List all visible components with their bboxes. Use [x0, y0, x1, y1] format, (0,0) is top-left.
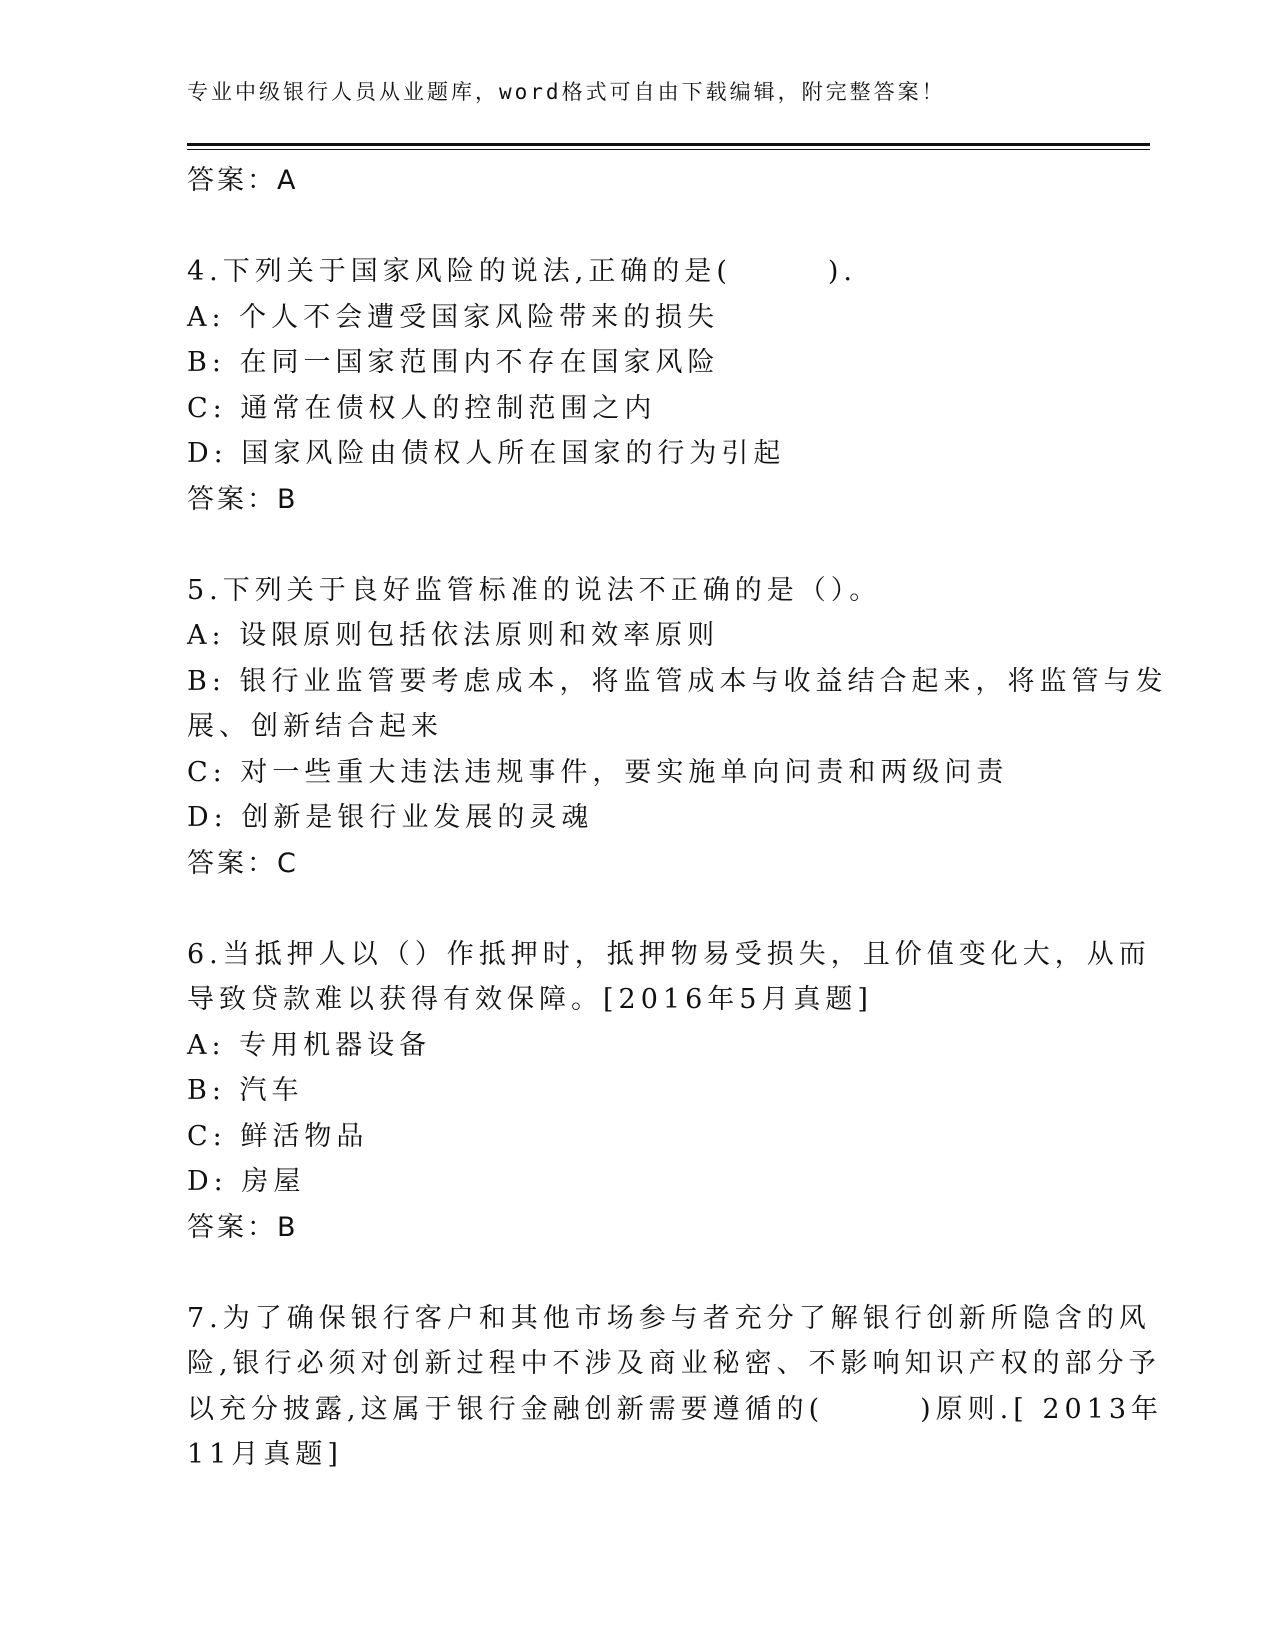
question-5-option-d: D: 创新是银行业发展的灵魂 — [187, 802, 594, 833]
question-7-stem-line-1: 7.为了确保银行客户和其他市场参与者充分了解银行创新所隐含的风 — [187, 1302, 1151, 1334]
question-4-option-c: C: 通常在债权人的控制范围之内 — [187, 392, 657, 424]
question-6-stem-line-1: 6.当抵押人以（）作抵押时，抵押物易受损失，且价值变化大，从而 — [187, 938, 1151, 970]
question-6 — [187, 932, 1151, 1251]
question-4-answer: 答案：B — [187, 483, 299, 515]
question-6-answer: 答案：B — [187, 1211, 299, 1243]
page-header: 专业中级银行人员从业题库，word格式可自由下载编辑，附完整答案！ — [187, 80, 946, 104]
question-4-option-a: A: 个人不会遭受国家风险带来的损失 — [187, 301, 720, 333]
question-4-stem: 4.下列关于国家风险的说法,正确的是( ). — [187, 256, 857, 287]
question-4-option-b: B: 在同一国家范围内不存在国家风险 — [187, 347, 720, 378]
question-7-stem-line-3: 以充分披露,这属于银行金融创新需要遵循的( )原则.[ 2013年 — [187, 1393, 1164, 1425]
question-6-option-c: C: 鲜活物品 — [187, 1120, 369, 1152]
question-5-answer: 答案：C — [187, 847, 299, 879]
question-6-option-a: A: 专用机器设备 — [187, 1029, 432, 1061]
header-divider-thin — [187, 149, 1150, 150]
question-4 — [187, 249, 1087, 522]
question-7-stem-line-4: 11月真题] — [187, 1439, 343, 1470]
header-divider-thick — [187, 143, 1150, 146]
question-5 — [187, 568, 1168, 887]
question-6-option-b: B: 汽车 — [187, 1075, 304, 1106]
question-list — [187, 158, 1168, 1478]
previous-answer: 答案：A — [187, 165, 299, 196]
question-5-option-c: C: 对一些重大违法违规事件，要实施单向问责和两级问责 — [187, 756, 1009, 788]
question-7 — [187, 1296, 1164, 1478]
question-5-stem: 5.下列关于良好监管标准的说法不正确的是（）。 — [187, 574, 882, 606]
question-7-stem-line-2: 险,银行必须对创新过程中不涉及商业秘密、不影响知识产权的部分予 — [187, 1348, 1161, 1379]
question-5-option-b-cont: 展、创新结合起来 — [187, 711, 443, 742]
question-6-option-d: D: 房屋 — [187, 1166, 306, 1197]
question-5-option-a: A: 设限原则包括依法原则和效率原则 — [187, 620, 720, 651]
question-4-option-d: D: 国家风险由债权人所在国家的行为引起 — [187, 438, 786, 469]
question-6-stem-line-2: 导致贷款难以获得有效保障。[2016年5月真题] — [187, 984, 873, 1015]
question-5-option-b: B: 银行业监管要考虑成本，将监管成本与收益结合起来，将监管与发 — [187, 665, 1168, 697]
